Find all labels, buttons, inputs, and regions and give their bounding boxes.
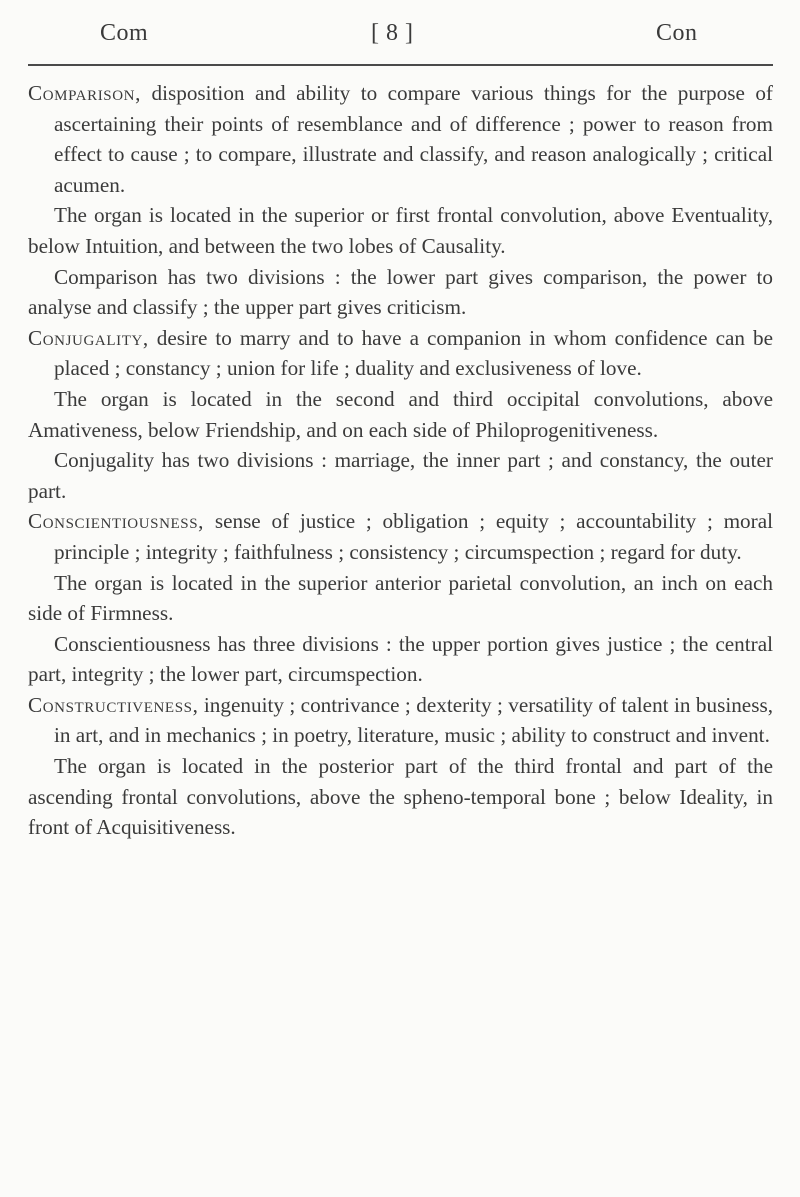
running-head-left: Com: [100, 20, 149, 46]
entry-constructiveness: [28, 690, 773, 751]
entry-paragraph: The organ is located in the second and third occipital convolutions, above Amativeness, below Friendship, and on each side of Philoprogenitiveness.: [28, 386, 773, 442]
entry-conjugality: [28, 323, 773, 384]
entry-paragraph: Conjugality has two divisions : marriage, the inner part ; and constancy, the outer part.: [28, 448, 773, 503]
entry-paragraph: Comparison has two divisions : the lower part gives comparison, the power to analyse and classify ; the upper part gives criticism.: [28, 264, 773, 320]
entry-term: Conjugality,: [28, 325, 149, 350]
entry-paragraph: The organ is located in the posterior part of the third frontal and part of the ascending frontal convolutions, above the spheno-temporal bone ; below Ideality, in front of Acquisitiveness.: [28, 754, 773, 840]
entry-paragraph: The organ is located in the superior anterior parietal convolution, an inch on each side of Firmness.: [28, 570, 773, 626]
dictionary-content: [28, 78, 773, 843]
running-head-right: Con: [656, 20, 698, 46]
entry-paragraph: The organ is located in the superior or first frontal convolution, above Eventuality, below Intuition, and between the two lobes of Causality.: [28, 203, 773, 258]
entry-definition: ingenuity ; contrivance ; dexterity ; versatility of talent in business, in art, and in mechanics ; in poetry, literature, music ; ability to construct and invent.: [54, 692, 773, 748]
entry-conscientiousness: [28, 506, 773, 567]
entry-definition: desire to marry and to have a companion in whom confidence can be placed ; constancy ; union for life ; duality and exclusiveness of love.: [54, 325, 773, 381]
entry-paragraph: Conscientiousness has three divisions : the upper portion gives justice ; the central part, integrity ; the lower part, circumspection.: [28, 631, 773, 687]
page-number: [ 8 ]: [371, 20, 414, 46]
running-head: [0, 20, 800, 60]
entry-definition: sense of justice ; obligation ; equity ; accountability ; moral principle ; integrity ; faithfulness ; consistency ; circumspection ; regard for duty.: [54, 509, 773, 564]
entry-term: Constructiveness,: [28, 692, 199, 717]
entry-term: Comparison,: [28, 81, 142, 105]
entry-comparison: [28, 78, 773, 200]
entry-definition: disposition and ability to compare various things for the purpose of ascertaining their points of resemblance and of difference ; power to reason from effect to cause ; to compare, illustrate and classify, and reason analogically ; critical acumen.: [54, 81, 773, 197]
entry-term: Conscientiousness,: [28, 509, 205, 534]
header-rule: [28, 64, 773, 66]
